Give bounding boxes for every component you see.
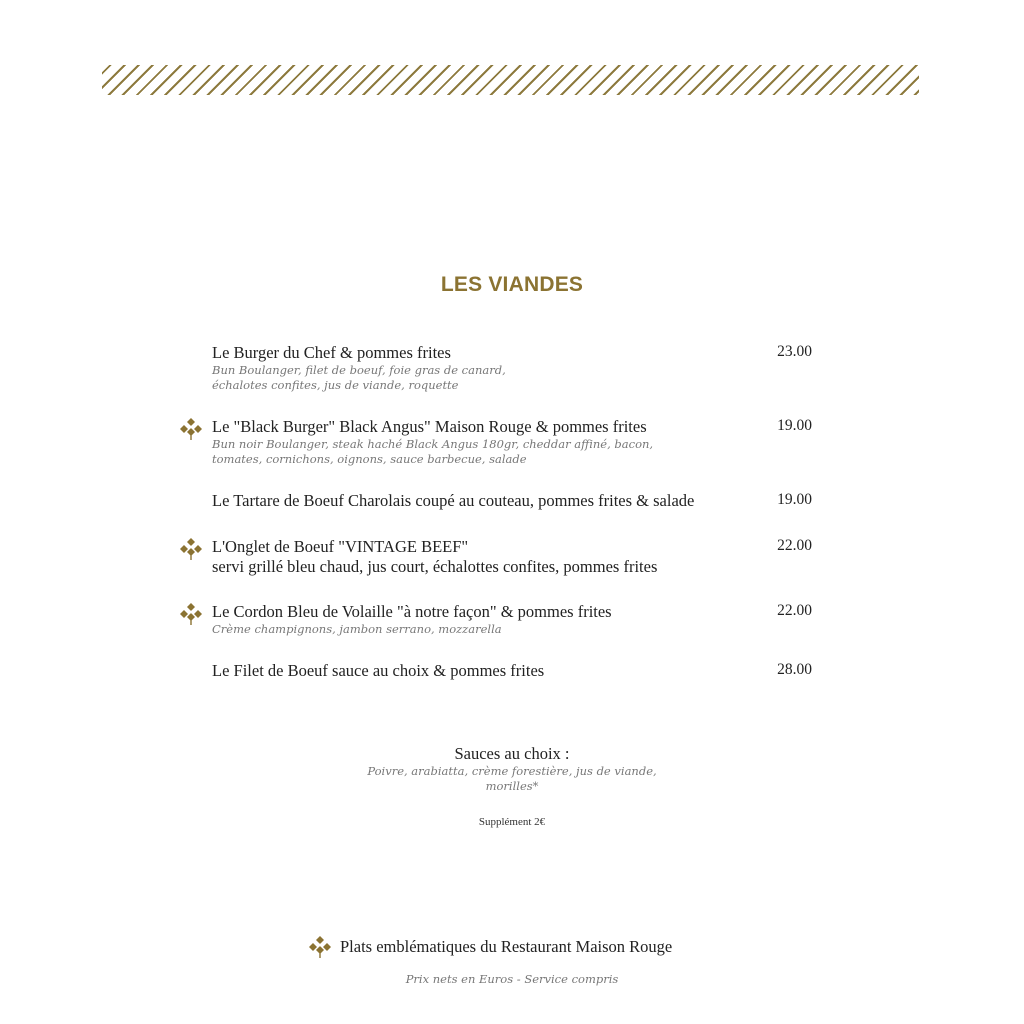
item-name: Le "Black Burger" Black Angus" Maison Rouge & pommes frites xyxy=(212,417,647,436)
menu-item xyxy=(212,491,812,511)
item-name-line2: servi grillé bleu chaud, jus court, échalottes confites, pommes frites xyxy=(212,557,658,576)
sauces-list: Poivre, arabiatta, crème forestière, jus de viande, xyxy=(367,764,657,778)
signature-fleur-icon xyxy=(179,602,203,626)
price-note: Prix nets en Euros - Service compris xyxy=(405,972,619,986)
item-desc: Bun Boulanger, filet de boeuf, foie gras de canard, xyxy=(212,363,506,377)
supplement-note: Supplément 2€ xyxy=(478,816,546,828)
item-price: 22.00 xyxy=(777,537,812,554)
item-price: 28.00 xyxy=(777,661,812,678)
item-desc: échalotes confites, jus de viande, roquette xyxy=(212,378,459,392)
decorative-stripes xyxy=(102,65,919,95)
item-name: Le Cordon Bleu de Volaille "à notre façon" & pommes frites xyxy=(212,602,612,621)
menu-item xyxy=(212,343,812,393)
signature-fleur-icon xyxy=(308,935,332,959)
signature-legend xyxy=(308,935,672,959)
item-price: 19.00 xyxy=(777,417,812,434)
item-desc: tomates, cornichons, oignons, sauce barbecue, salade xyxy=(212,452,527,466)
menu-item xyxy=(212,602,812,637)
menu-item xyxy=(212,417,812,467)
signature-fleur-icon xyxy=(179,537,203,561)
item-name: Le Burger du Chef & pommes frites xyxy=(212,343,451,362)
legend-text: Plats emblématiques du Restaurant Maison Rouge xyxy=(340,937,673,956)
sauces-title: Sauces au choix : xyxy=(454,744,570,763)
item-price: 19.00 xyxy=(777,491,812,508)
signature-fleur-icon xyxy=(179,417,203,441)
section-title: LES VIANDES xyxy=(440,273,584,296)
item-price: 23.00 xyxy=(777,343,812,360)
item-name: Le Tartare de Boeuf Charolais coupé au couteau, pommes frites & salade xyxy=(212,491,695,510)
item-price: 22.00 xyxy=(777,602,812,619)
item-desc: Bun noir Boulanger, steak haché Black Angus 180gr, cheddar affiné, bacon, xyxy=(212,437,654,451)
menu-item xyxy=(212,537,812,577)
sauces-list: morilles* xyxy=(485,779,539,793)
item-desc: Crème champignons, jambon serrano, mozzarella xyxy=(212,622,502,636)
item-name: Le Filet de Boeuf sauce au choix & pommes frites xyxy=(212,661,545,680)
item-name: L'Onglet de Boeuf "VINTAGE BEEF" xyxy=(212,537,469,556)
sauces-block xyxy=(0,744,1024,794)
menu-item xyxy=(212,661,812,681)
